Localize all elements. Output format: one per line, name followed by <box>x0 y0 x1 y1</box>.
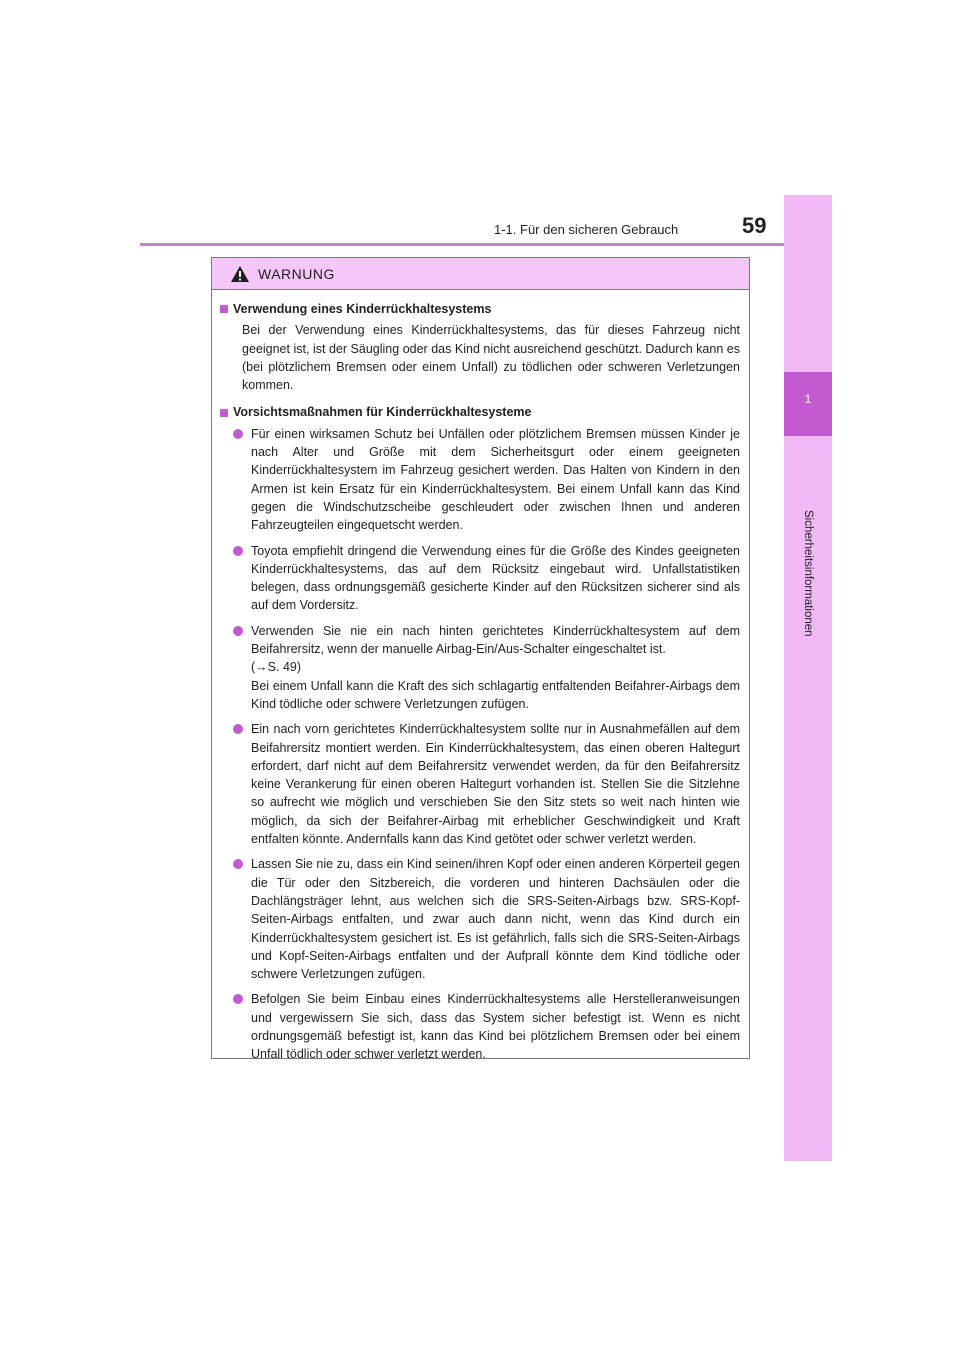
warning-triangle-icon <box>230 265 250 283</box>
warning-title: WARNUNG <box>258 265 335 282</box>
side-tab <box>784 195 832 1161</box>
section-heading-text: Verwendung eines Kinderrückhaltesystems <box>233 302 492 316</box>
list-item <box>220 855 740 983</box>
list-item <box>220 425 740 535</box>
square-bullet-icon <box>220 409 228 417</box>
list-item-text: Ein nach vorn gerichtetes Kinderrückhaltesystem sollte nur in Ausnahmefällen auf dem Beifahrersitz montiert werden. Ein Kinderrückhaltesystem, das einen oberen Haltegurt erfordert, darf nicht auf dem Beifahrersitz verwendet werden, da für den Beifahrersitz keine Verankerung für einen oberen Haltegurt vorhanden ist. Stellen Sie die Sitzlehne so aufrecht wie möglich und verschieben Sie den Sitz stets so weit nach hinten wie möglich, da sich der Beifahrer-Airbag mit erheblicher Geschwindigkeit und Kraft entfalten könnte. Andernfalls kann das Kind getötet oder schwer verletzt werden. <box>251 722 740 847</box>
list-item <box>220 542 740 615</box>
round-bullet-icon <box>233 724 243 734</box>
list-item-text: Verwenden Sie nie ein nach hinten gerichtetes Kinderrückhaltesystem auf dem Beifahrersitz, wenn der manuelle Airbag-Ein/Aus-Schalter eingeschaltet ist. <box>251 623 740 657</box>
round-bullet-icon <box>233 546 243 556</box>
chapter-number: 1 <box>804 392 812 406</box>
list-item <box>220 720 740 848</box>
list-item-text: Für einen wirksamen Schutz bei Unfällen oder plötzlichem Bremsen müssen Kinder je nach Alter und Größe mit dem Sicherheitsgurt oder einem geeigneten Kinderrückhaltesystem im Fahrzeug gesichert werden. Das Halten von Kindern in den Armen ist kein Ersatz für ein Kinderrückhaltesystem. Bei einem Unfall kann das Kind gegen die Windschutzscheibe geschleudert oder zwischen Ihnen und anderen Fahrzeugteilen eingequetscht werden. <box>251 426 740 533</box>
section-heading-text: Vorsichtsmaßnahmen für Kinderrückhaltesysteme <box>233 405 532 420</box>
header-rule <box>140 243 832 246</box>
list-item <box>220 622 740 713</box>
square-bullet-icon <box>220 305 228 313</box>
chapter-label: Sicherheitsinformationen <box>802 510 814 637</box>
round-bullet-icon <box>233 859 243 869</box>
section-text: Bei der Verwendung eines Kinderrückhaltesystems, das für dieses Fahrzeug nicht geeignet ist, ist der Säugling oder das Kind nicht ausreichend geschützt. Dadurch kann es (bei plötzlichem Bremsen oder einem Unfall) zu tödlichen oder schweren Verletzungen kommen. <box>242 323 740 393</box>
round-bullet-icon <box>233 994 243 1004</box>
list-item-text: Bei einem Unfall kann die Kraft des sich schlagartig entfaltenden Beifahrer-Airbags dem Kind tödliche oder schwere Verletzungen zufügen. <box>251 678 740 711</box>
page-reference-link[interactable]: (→S. 49) <box>251 660 302 675</box>
warning-box <box>211 257 750 1062</box>
round-bullet-icon <box>233 626 243 636</box>
warning-body <box>212 290 749 1064</box>
warning-header <box>212 258 749 290</box>
round-bullet-icon <box>233 429 243 439</box>
list-item <box>220 990 740 1063</box>
list-item-text: Toyota empfiehlt dringend die Verwendung eines für die Größe des Kindes geeigneten Kinderrückhaltesystems, das auf dem Rücksitz eingebaut wird. Unfallstatistiken belegen, dass ordnungsgemäß gesicherte Kinder auf den Rücksitzen sicherer sind als auf dem Vordersitz. <box>251 543 740 613</box>
list-item-text: Lassen Sie nie zu, dass ein Kind seinen/ihren Kopf oder einen anderen Körperteil gegen die Tür oder den Sitzbereich, die vorderen und hinteren Dachsäulen oder die Dachlängsträger lehnt, aus welchen sich die SRS-Seiten-Airbags bzw. SRS-Kopf-Seiten-Airbags entfalten, und zwar auch dann nicht, wenn das Kind durch ein Kinderrückhaltesystem gesichert ist. Es ist gefährlich, falls sich die SRS-Seiten-Airbags und Kopf-Seiten-Airbags entfalten und der Aufprall könnte dem Kind tödliche oder schwere Verletzungen zufügen. <box>251 857 740 982</box>
page-number: 59 <box>742 213 767 238</box>
section-heading <box>220 300 740 318</box>
list-item-text: Befolgen Sie beim Einbau eines Kinderrückhaltesystems alle Herstelleranweisungen und vergewissern Sie sich, dass das System sicher befestigt ist. Wenn es nicht ordnungsgemäß befestigt ist, kann das Kind bei plötzlichem Bremsen oder bei einem Unfall tödlich oder schwer verletzt werden. <box>251 992 740 1062</box>
running-header: 1-1. Für den sicheren Gebrauch <box>494 222 679 237</box>
section-heading <box>220 403 740 421</box>
